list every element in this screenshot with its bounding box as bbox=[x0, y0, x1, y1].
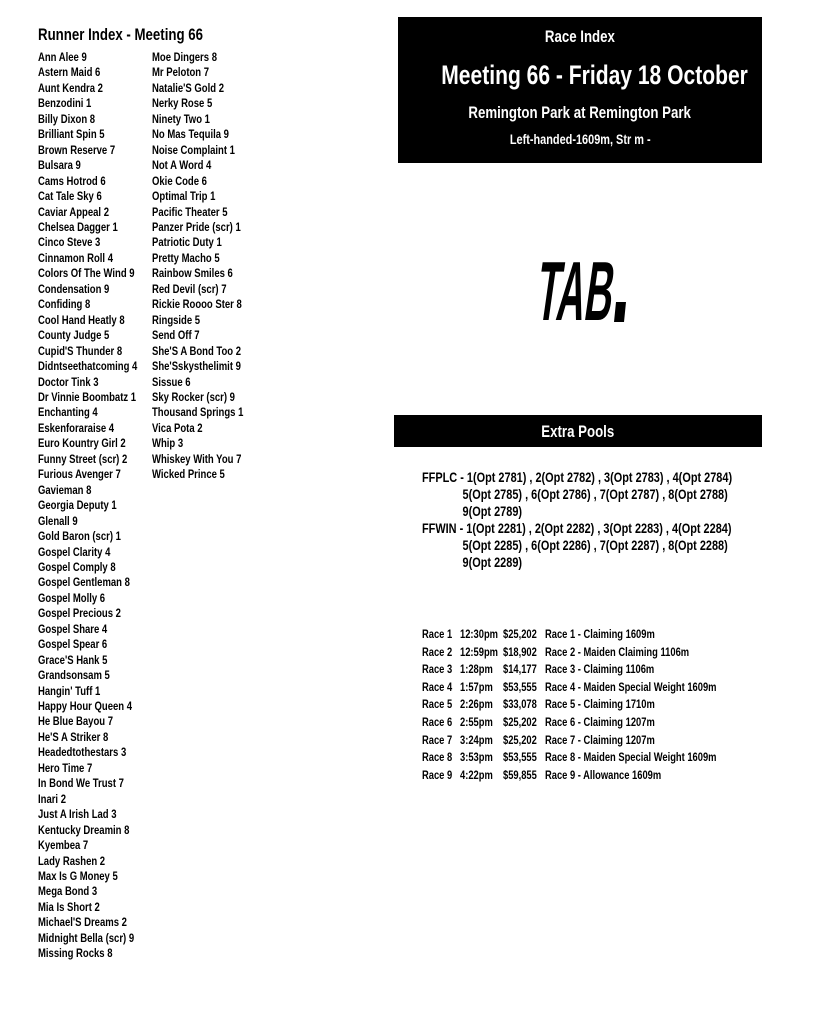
runner-entry: Natalie'S Gold 2 bbox=[152, 80, 225, 95]
runner-entry: Nerky Rose 5 bbox=[152, 96, 213, 111]
track-description: Left-handed-1609m, Str m - bbox=[509, 131, 651, 147]
runner-entry: Kentucky Dreamin 8 bbox=[38, 822, 130, 837]
race-prize: $53,555 bbox=[503, 750, 537, 765]
runner-entry: Georgia Deputy 1 bbox=[38, 498, 117, 513]
runner-entry: Gospel Precious 2 bbox=[38, 606, 121, 621]
runner-entry: Just A Irish Lad 3 bbox=[38, 807, 117, 822]
race-time: 12:59pm bbox=[460, 644, 498, 659]
venue-name: Remington Park at Remington Park bbox=[468, 103, 692, 122]
race-description: Race 8 - Maiden Special Weight 1609m bbox=[545, 750, 717, 765]
race-time: 2:55pm bbox=[460, 714, 493, 729]
runner-entry: Ringside 5 bbox=[152, 312, 201, 327]
runner-entry: Aunt Kendra 2 bbox=[38, 80, 103, 95]
runner-entry: Gospel Gentleman 8 bbox=[38, 575, 130, 590]
runner-entry: Lady Rashen 2 bbox=[38, 853, 106, 868]
runner-entry: Inari 2 bbox=[38, 791, 67, 806]
runner-entry: Mia Is Short 2 bbox=[38, 899, 100, 914]
runner-entry: Benzodini 1 bbox=[38, 96, 92, 111]
runner-entry: Cinnamon Roll 4 bbox=[38, 250, 114, 265]
runner-entry: Mega Bond 3 bbox=[38, 884, 98, 899]
race-prize: $14,177 bbox=[503, 662, 537, 677]
runner-entry: County Judge 5 bbox=[38, 328, 110, 343]
runner-entry: Eskenforaraise 4 bbox=[38, 420, 115, 435]
runner-entry: Thousand Springs 1 bbox=[152, 405, 244, 420]
runner-entry: Happy Hour Queen 4 bbox=[38, 699, 133, 714]
tab-logo bbox=[530, 244, 712, 338]
pool-line: 9(Opt 2789) bbox=[462, 503, 523, 519]
pool-line: 5(Opt 2285) , 6(Opt 2286) , 7(Opt 2287) , 8(Opt 2288) bbox=[462, 537, 728, 553]
runner-entry: Ninety Two 1 bbox=[152, 111, 210, 126]
race-number: Race 9 bbox=[422, 767, 453, 782]
runner-entry: Whip 3 bbox=[152, 436, 184, 451]
runner-entry: Pretty Macho 5 bbox=[152, 250, 220, 265]
runner-entry: Grandsonsam 5 bbox=[38, 668, 110, 683]
runner-entry: Max Is G Money 5 bbox=[38, 869, 118, 884]
extra-pools-title: Extra Pools bbox=[541, 422, 615, 441]
meeting-title: Meeting 66 - Friday 18 October bbox=[441, 60, 748, 90]
pool-line: 5(Opt 2785) , 6(Opt 2786) , 7(Opt 2787) , 8(Opt 2788) bbox=[462, 486, 728, 502]
race-prize: $18,902 bbox=[503, 644, 537, 659]
race-description: Race 1 - Claiming 1609m bbox=[545, 627, 655, 641]
runner-entry: Vica Pota 2 bbox=[152, 420, 203, 435]
race-description: Race 6 - Claiming 1207m bbox=[545, 714, 655, 729]
runner-entry: She'S A Bond Too 2 bbox=[152, 343, 242, 358]
runner-entry: Cat Tale Sky 6 bbox=[38, 189, 102, 204]
runner-entry: She'Sskysthelimit 9 bbox=[152, 359, 241, 374]
runner-entry: Wicked Prince 5 bbox=[152, 467, 225, 482]
runner-entry: Sissue 6 bbox=[152, 374, 191, 389]
runner-entry: In Bond We Trust 7 bbox=[38, 776, 124, 791]
tab-logo-text: TAB bbox=[531, 244, 712, 338]
runner-entry: Cams Hotrod 6 bbox=[38, 173, 106, 188]
runner-entry: Bulsara 9 bbox=[38, 158, 81, 173]
race-prize: $59,855 bbox=[503, 767, 537, 782]
runner-entry: Grace'S Hank 5 bbox=[38, 652, 108, 667]
race-number: Race 3 bbox=[422, 662, 453, 677]
runner-entry: Hangin' Tuff 1 bbox=[38, 683, 101, 698]
extra-pools-header bbox=[394, 415, 762, 447]
tab-logo-dot bbox=[614, 302, 626, 322]
race-time: 3:53pm bbox=[460, 750, 493, 765]
race-prize: $25,202 bbox=[503, 714, 537, 729]
runner-entry: Send Off 7 bbox=[152, 328, 200, 343]
runner-entry: Didntseethatcoming 4 bbox=[38, 359, 138, 374]
race-number: Race 1 bbox=[422, 627, 453, 641]
race-description: Race 3 - Claiming 1106m bbox=[545, 662, 655, 677]
runner-entry: Gospel Molly 6 bbox=[38, 590, 106, 605]
runner-entry: Colors Of The Wind 9 bbox=[38, 266, 135, 281]
runner-entry: Kyembea 7 bbox=[38, 838, 89, 853]
race-time: 1:28pm bbox=[460, 662, 493, 677]
runner-entry: Moe Dingers 8 bbox=[152, 50, 217, 64]
race-time: 2:26pm bbox=[460, 697, 493, 712]
runner-entry: Patriotic Duty 1 bbox=[152, 235, 222, 250]
runner-entry: Ann Alee 9 bbox=[38, 50, 87, 64]
runner-entry: He Blue Bayou 7 bbox=[38, 714, 114, 729]
race-number: Race 2 bbox=[422, 644, 453, 659]
runner-entry: Sky Rocker (scr) 9 bbox=[152, 389, 235, 404]
runner-entry: Missing Rocks 8 bbox=[38, 946, 113, 961]
pool-ffwin bbox=[422, 520, 819, 571]
runner-entry: Gospel Share 4 bbox=[38, 621, 108, 636]
runner-entry: Gospel Comply 8 bbox=[38, 559, 116, 574]
runner-entry: Chelsea Dagger 1 bbox=[38, 219, 118, 234]
runner-entry: Euro Kountry Girl 2 bbox=[38, 436, 126, 451]
runner-entry: Enchanting 4 bbox=[38, 405, 98, 420]
race-description: Race 9 - Allowance 1609m bbox=[545, 767, 662, 782]
pool-line: FFPLC - 1(Opt 2781) , 2(Opt 2782) , 3(Opt 2783) , 4(Opt 2784) bbox=[422, 469, 733, 485]
runner-entry: He'S A Striker 8 bbox=[38, 729, 109, 744]
runner-entry: Doctor Tink 3 bbox=[38, 374, 99, 389]
race-prize: $25,202 bbox=[503, 732, 537, 747]
runner-entry: Gospel Clarity 4 bbox=[38, 544, 111, 559]
race-number: Race 8 bbox=[422, 750, 453, 765]
pool-line: FFWIN - 1(Opt 2281) , 2(Opt 2282) , 3(Opt 2283) , 4(Opt 2284) bbox=[422, 520, 732, 536]
runner-entry: Panzer Pride (scr) 1 bbox=[152, 219, 241, 234]
race-description: Race 2 - Maiden Claiming 1106m bbox=[545, 644, 690, 659]
runner-entry: Confiding 8 bbox=[38, 297, 91, 312]
runner-entry: Dr Vinnie Boombatz 1 bbox=[38, 389, 137, 404]
race-index-header bbox=[398, 17, 762, 163]
runner-entry: Gold Baron (scr) 1 bbox=[38, 529, 121, 544]
runner-entry: Okie Code 6 bbox=[152, 173, 207, 188]
runner-entry: Headedtothestars 3 bbox=[38, 745, 127, 760]
runner-index-column-2 bbox=[152, 50, 302, 483]
race-prize: $25,202 bbox=[503, 627, 537, 641]
race-prize: $33,078 bbox=[503, 697, 537, 712]
runner-entry: Whiskey With You 7 bbox=[152, 451, 242, 466]
race-number: Race 6 bbox=[422, 714, 453, 729]
race-time: 3:24pm bbox=[460, 732, 493, 747]
runner-entry: Brown Reserve 7 bbox=[38, 142, 116, 157]
runner-entry: Midnight Bella (scr) 9 bbox=[38, 930, 135, 945]
runner-entry: Red Devil (scr) 7 bbox=[152, 281, 227, 296]
runner-entry: Astern Maid 6 bbox=[38, 65, 101, 80]
race-description: Race 5 - Claiming 1710m bbox=[545, 697, 655, 712]
runner-entry: Rainbow Smiles 6 bbox=[152, 266, 233, 281]
pool-ffplc bbox=[422, 469, 820, 520]
race-prize: $53,555 bbox=[503, 679, 537, 694]
pool-line: 9(Opt 2289) bbox=[462, 554, 523, 570]
race-index-title: Race Index bbox=[544, 27, 616, 46]
runner-entry: Rickie Roooo Ster 8 bbox=[152, 297, 242, 312]
runner-entry: Caviar Appeal 2 bbox=[38, 204, 109, 219]
runner-entry: Gavieman 8 bbox=[38, 482, 92, 497]
runner-entry: Not A Word 4 bbox=[152, 158, 212, 173]
race-number: Race 4 bbox=[422, 679, 453, 694]
race-number: Race 5 bbox=[422, 697, 453, 712]
runner-entry: Gospel Spear 6 bbox=[38, 637, 108, 652]
runner-entry: Mr Peloton 7 bbox=[152, 65, 210, 80]
runner-entry: No Mas Tequila 9 bbox=[152, 127, 229, 142]
runner-entry: Optimal Trip 1 bbox=[152, 189, 216, 204]
runner-entry: Furious Avenger 7 bbox=[38, 467, 121, 482]
race-time: 4:22pm bbox=[460, 767, 493, 782]
runner-entry: Hero Time 7 bbox=[38, 760, 93, 775]
runner-entry: Brilliant Spin 5 bbox=[38, 127, 105, 142]
runner-entry: Pacific Theater 5 bbox=[152, 204, 228, 219]
race-description: Race 4 - Maiden Special Weight 1609m bbox=[545, 679, 717, 694]
runner-entry: Cool Hand Heatly 8 bbox=[38, 312, 125, 327]
runner-entry: Noise Complaint 1 bbox=[152, 142, 235, 157]
runner-entry: Michael'S Dreams 2 bbox=[38, 915, 127, 930]
runner-entry: Cinco Steve 3 bbox=[38, 235, 101, 250]
runner-index-title: Runner Index - Meeting 66 bbox=[38, 25, 204, 44]
runner-entry: Funny Street (scr) 2 bbox=[38, 451, 128, 466]
race-time: 12:30pm bbox=[460, 627, 498, 641]
runner-entry: Billy Dixon 8 bbox=[38, 111, 96, 126]
race-number: Race 7 bbox=[422, 732, 453, 747]
runner-entry: Glenall 9 bbox=[38, 513, 78, 528]
runner-entry: Cupid'S Thunder 8 bbox=[38, 343, 123, 358]
race-time: 1:57pm bbox=[460, 679, 493, 694]
race-description: Race 7 - Claiming 1207m bbox=[545, 732, 655, 747]
runner-entry: Condensation 9 bbox=[38, 281, 110, 296]
